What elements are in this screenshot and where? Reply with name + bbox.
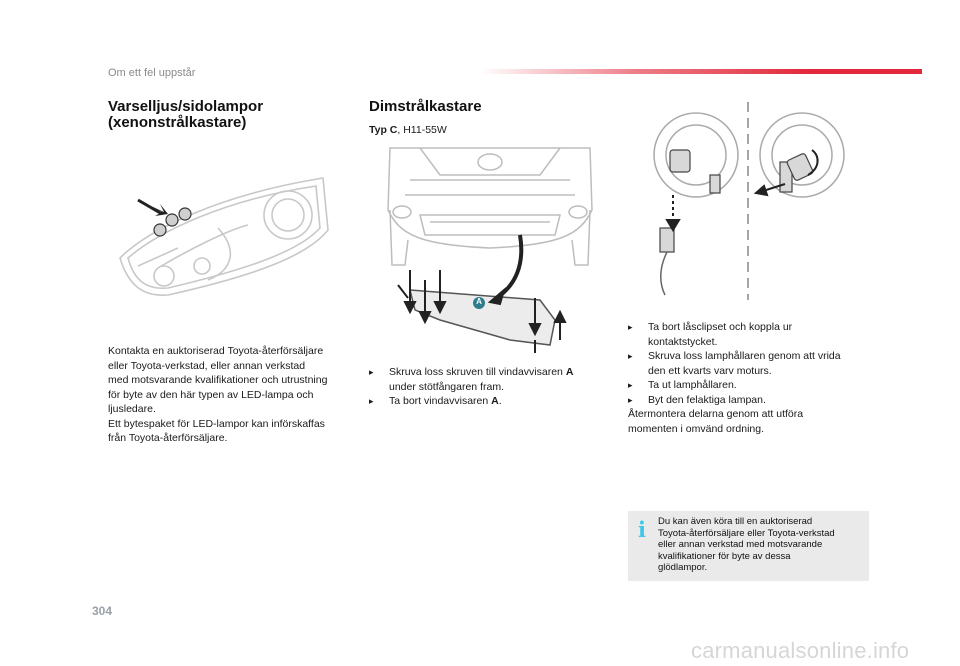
bumper-illustration [380, 140, 600, 355]
step-item [628, 349, 878, 378]
info-line: glödlampor. [658, 562, 708, 573]
info-line: eller annan verkstad med motsvarande [658, 539, 823, 550]
step-text: Ta bort vindavvisaren [389, 395, 492, 407]
callout-a-label: A [476, 297, 482, 306]
step-item [628, 320, 878, 349]
left-heading-line2: (xenonstrålkastare) [108, 114, 247, 131]
info-text [658, 516, 864, 574]
bullet-icon: ▸ [628, 380, 633, 390]
bullet-icon: ▸ [628, 322, 633, 332]
left-heading-line1: Varselljus/sidolampor [108, 98, 264, 115]
step-bold: A [491, 395, 499, 407]
left-paragraph-line: med motsvarande kvalifikationer och utrustning [108, 374, 328, 386]
fog-lamp-illustration [640, 100, 870, 315]
step-text: under stötfångaren fram. [389, 380, 504, 393]
left-paragraph-line: Kontakta en auktoriserad Toyota-återförsäljare [108, 345, 324, 357]
info-icon: i [638, 517, 646, 542]
step-text: . [498, 395, 502, 407]
info-line: Toyota-återförsäljare eller Toyota-verkstad [658, 527, 835, 539]
closing-line: Återmontera delarna genom att utföra [628, 408, 804, 420]
step-text: Skruva loss lamphållaren genom att vrida [648, 350, 841, 362]
step-text: kontaktstycket. [648, 335, 718, 348]
section-title: Om ett fel uppstår [108, 67, 196, 79]
closing-line: momenten i omvänd ordning. [628, 422, 764, 435]
info-box [628, 511, 869, 581]
step-item [369, 394, 609, 409]
left-paragraph-line: Ett bytespaket för LED-lampor kan införskaffas [108, 417, 325, 430]
middle-steps [369, 365, 609, 409]
step-item [628, 393, 878, 408]
bullet-icon: ▸ [628, 351, 633, 361]
right-steps [628, 320, 878, 436]
bullet-icon: ▸ [369, 367, 374, 377]
step-text: Ta ut lamphållaren. [648, 379, 737, 391]
lamp-type [369, 124, 447, 136]
step-text: Ta bort låsclipset och koppla ur [648, 321, 793, 333]
step-item [369, 365, 609, 394]
bullet-icon: ▸ [628, 394, 633, 405]
left-paragraph-line: ljusledare. [108, 403, 156, 415]
page-number: 304 [92, 604, 113, 618]
bullet-icon: ▸ [369, 396, 374, 406]
step-text: den ett kvarts varv moturs. [648, 364, 772, 377]
info-line: Du kan även köra till en auktoriserad [658, 516, 813, 527]
left-paragraph-line: eller Toyota-verkstad, eller annan verkstad [108, 359, 306, 372]
lamp-type-label: Typ C [369, 124, 398, 136]
watermark: carmanualsonline.info [691, 638, 910, 663]
left-heading [108, 99, 263, 131]
step-text: Byt den felaktiga lampan. [648, 393, 766, 406]
headlamp-illustration [108, 170, 336, 300]
lamp-type-value: , H11-55W [397, 124, 447, 136]
header-accent-line [480, 69, 922, 74]
step-text: Skruva loss skruven till vindavvisaren [389, 366, 566, 378]
info-line: kvalifikationer för byte av dessa [658, 550, 791, 562]
middle-heading: Dimstrålkastare [369, 98, 482, 115]
left-paragraph-line: från Toyota-återförsäljare. [108, 432, 228, 444]
left-paragraph-line: för byte av den här typen av LED-lampa och [108, 388, 314, 401]
step-item [628, 378, 878, 393]
step-bold: A [565, 366, 574, 378]
left-paragraph [108, 344, 358, 446]
